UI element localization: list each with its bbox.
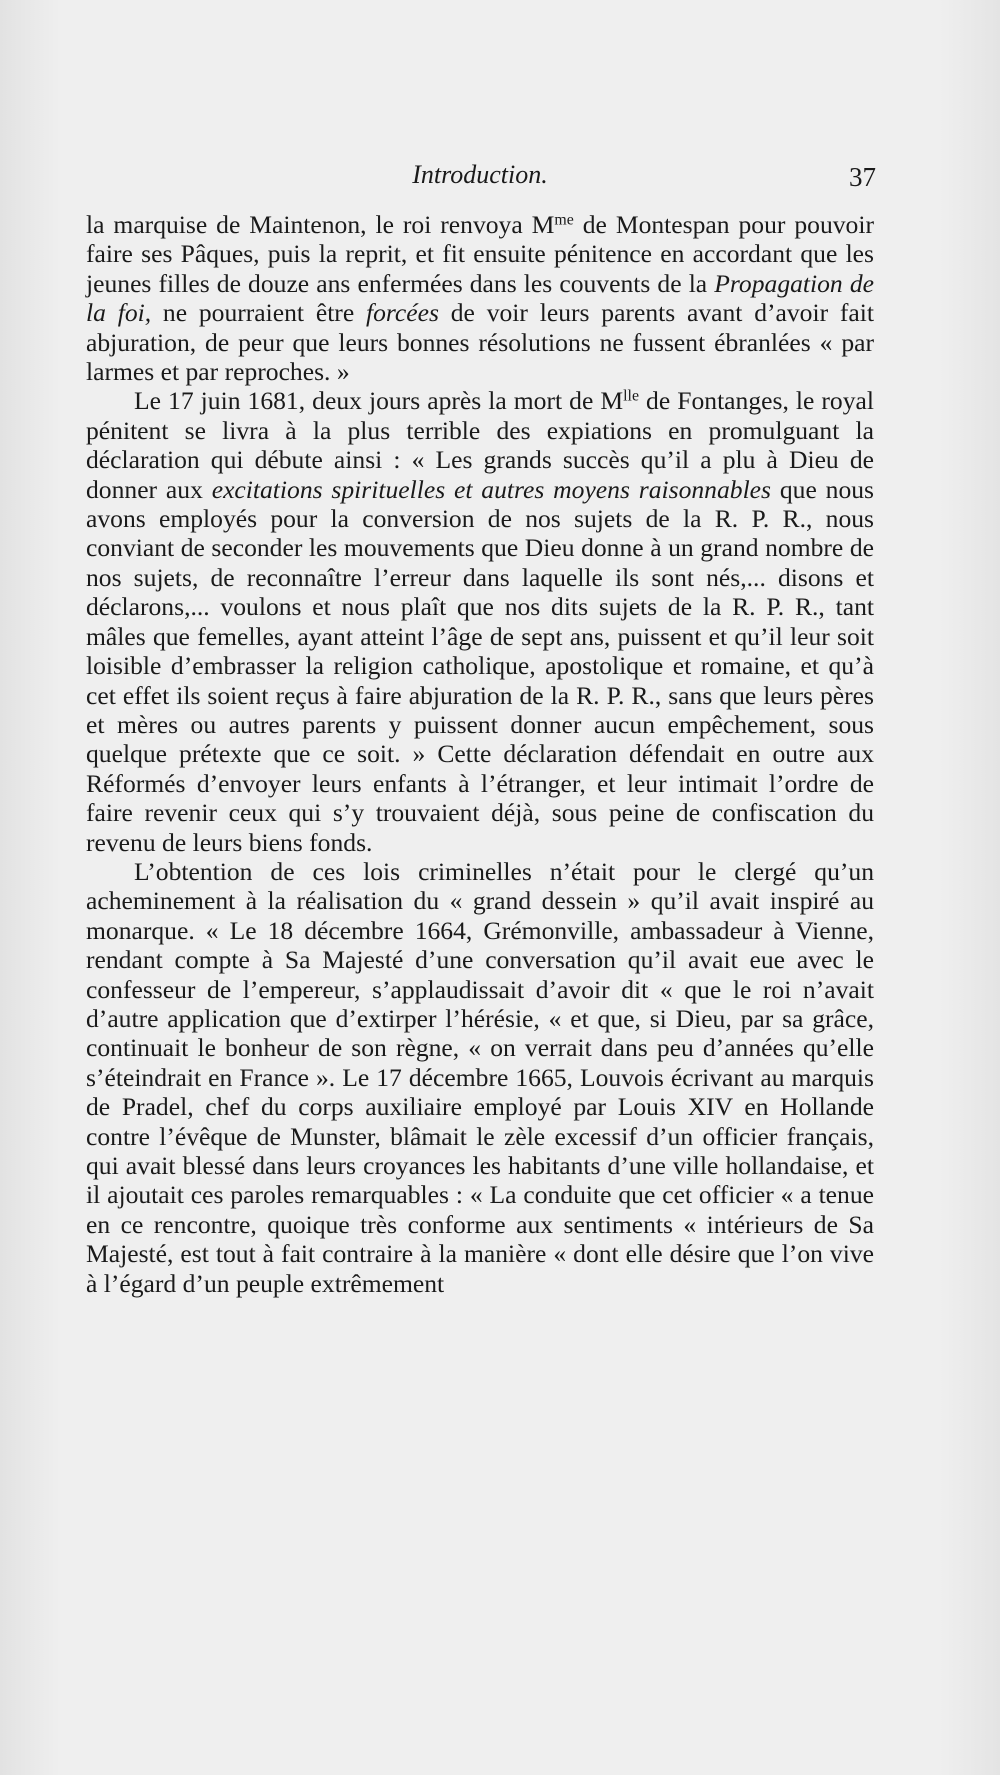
- paragraph: [86, 386, 874, 857]
- text-segment: de Montespan pour pouvoir faire ses Pâques, puis la reprit, et fit ensuite pénitence en accordant que les jeunes filles de douze ans enfermées dans les couvents de la: [86, 210, 874, 298]
- page-number: 37: [849, 162, 876, 192]
- running-title: Introduction.: [412, 160, 548, 189]
- italic-text: forcées: [366, 298, 439, 328]
- running-header: [86, 160, 874, 192]
- text-segment: la marquise de Maintenon, le roi renvoya M: [86, 210, 555, 239]
- text-segment: de Fontanges, le royal pénitent se livra à la plus terrible des expiations en promulguant la déclaration qui débute ainsi : « Les grands succès qu’il a plu à Dieu de donner aux: [86, 386, 874, 504]
- text-segment: Le 17 juin 1681, deux jours après la mort de M: [134, 386, 624, 416]
- text-segment: L’obtention de ces lois criminelles n’était pour le clergé qu’un acheminement à la réalisation du « grand dessein » qu’il avait inspiré au monarque. « Le 18 décembre 1664, Grémonville, ambassadeur à Vienne, rendant compte à Sa Majesté d’une conversation qu’il avait eue avec le confesseur de l’empereur, s’applaudissait d’avoir dit « que le roi n’avait d’autre application que d’extirper l’hérésie, « et que, si Dieu, par sa grâce, continuait le bonheur de son règne, « on verrait dans peu d’années qu’elle s’éteindrait en France ». Le 17 décembre 1665, Louvois écrivant au marquis de Pradel, chef du corps auxiliaire employé par Louis XIV en Hollande contre l’évêque de Munster, blâmait le zèle excessif d’un officier français, qui avait blessé dans leurs croyances les habitants d’une ville hollandaise, et il ajoutait ces paroles remarquables : « La conduite que cet officier « a tenue en ce rencontre, quoique très conforme aux sentiments « intérieurs de Sa Majesté, est tout à fait contraire à la manière « dont elle désire que l’on vive à l’égard d’un peuple extrêmement: [86, 856, 874, 1298]
- italic-text: Propagation de la foi,: [86, 268, 874, 328]
- superscript-text: lle: [623, 387, 639, 405]
- italic-text: excitations spirituelles et autres moyens raisonnables: [211, 474, 772, 504]
- superscript-text: me: [554, 211, 574, 229]
- paragraph: [86, 210, 874, 386]
- text-segment: de voir leurs parents avant d’avoir fait abjuration, de peur que leurs bonnes résolutions ne fussent ébranlées « par larmes et par reproches. »: [86, 298, 875, 387]
- text-segment: ne pourraient être: [151, 298, 366, 328]
- text-segment: que nous avons employés pour la conversion de nos sujets de la R. P. R., nous conviant de seconder les mouvements que Dieu donne à un grand nombre de nos sujets, de reconnaître l’erreur dans laquelle ils sont nés,... disons et déclarons,... voulons et nous plaît que nos dits sujets de la R. P. R., tant mâles que femelles, ayant atteint l’âge de sept ans, puissent et qu’il leur soit loisible d’embrasser la religion catholique, apostolique et romaine, et qu’à cet effet ils soient reçus à faire abjuration de la R. P. R., sans que leurs pères et mères ou autres parents y puissent donner aucun empêchement, sous quelque prétexte que ce soit. » Cette déclaration défendait en outre aux Réformés d’envoyer leurs enfants à l’étranger, et leur intimait l’ordre de faire revenir ceux qui s’y trouvaient déjà, sous peine de confiscation du revenu de leurs biens fonds.: [86, 474, 874, 857]
- body-text: [86, 210, 874, 1298]
- paragraph: [86, 857, 874, 1298]
